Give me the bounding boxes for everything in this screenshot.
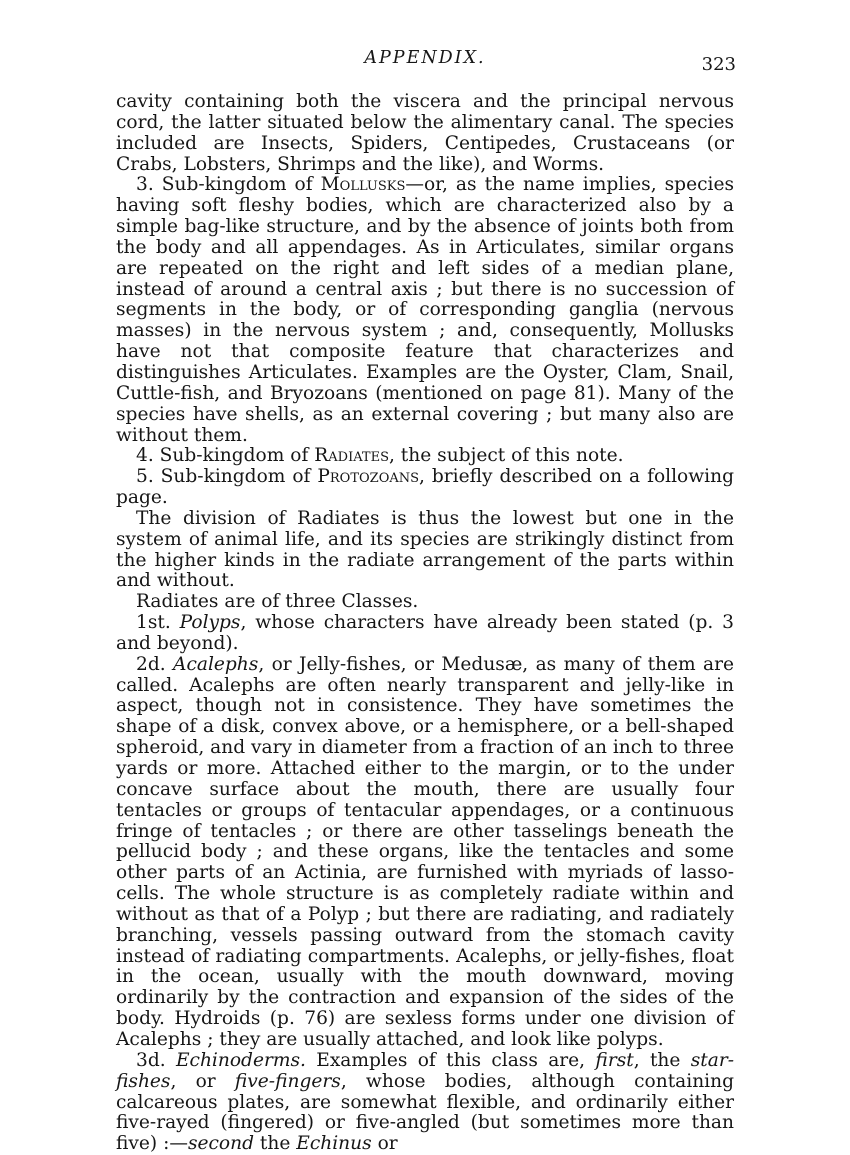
paragraph [116,613,734,655]
paragraph [116,446,734,467]
body-text [116,92,734,1155]
paragraph [116,467,734,509]
text-run: Examples of this class are, [305,1049,596,1071]
italic-term: Polyps [179,612,241,634]
paragraph [116,655,734,1051]
italic-term: Echinoderms. [175,1049,306,1071]
text-run: cavity containing both the viscera and the principal nervous cord, the latter situated below the alimentary canal. The species included are Insects, Spiders, Centipedes, Crustaceans (or Crabs, Lobsters, Shrimps and the like), and Worms. [116,91,734,175]
text-run: Radiates are of three Classes. [136,591,419,613]
text-run: 2d. [136,653,174,675]
running-title: APPENDIX. [364,48,486,68]
small-caps-term: Radiates [314,445,389,467]
italic-term: Echinus [296,1133,372,1155]
small-caps-term: Mollusks [320,174,406,196]
text-run: The division of Radiates is thus the lowest but one in the system of animal life, and its species are strikingly distinct from the higher kinds in the radiate arrangement of the parts within and without. [116,507,734,592]
italic-term: first [595,1049,634,1071]
text-run: , the subject of this note. [388,445,624,467]
paragraph [116,175,734,446]
text-run: 5. Sub-kingdom of [136,466,318,488]
paragraph [116,592,734,613]
text-run: or [371,1133,398,1155]
italic-term: star-fishes [116,1049,734,1092]
text-run: , whose bodies, although containing calcareous plates, are somewhat flexible, and ordinarily either five-rayed (fingered) or five-angled (but sometimes more than five) :— [116,1070,734,1155]
text-run: 1st. [136,612,180,634]
paragraph [116,509,734,592]
page-number: 323 [701,54,736,75]
text-run: , the [633,1049,691,1071]
text-run: , or [170,1070,235,1092]
paragraph [116,92,734,175]
running-header [116,48,734,92]
text-run: 3d. [136,1049,176,1071]
text-run: , or Jelly-fishes, or Medusæ, as many of them are called. Acalephs are often nearly transparent and jelly-like in aspect, though not in consistence. They have sometimes the shape of a disk, convex above, or a hemisphere, or a bell-shaped spheroid, and vary in diameter from a fraction of an inch to three yards or more. Attached either to the margin, or to the under concave surface about the mouth, there are usually four tentacles or groups of tentacular appendages, or a continuous fringe of tentacles ; or there are other tasselings beneath the pellucid body ; and these organs, like the tentacles and some other parts of an Actinia, are furnished with myriads of lasso-cells. The whole structure is as completely radiate within and without as that of a Polyp ; but there are radiating, and radiately branching, vessels passing outward from the stomach cavity instead of radiating compartments. Acalephs, or jelly-fishes, float in the ocean, usually with the mouth downward, moving ordinarily by the contraction and expansion of the sides of the body. Hydroids (p. 76) are sexless forms under one division of Acalephs ; they are usually attached, and look like polyps. [116,653,734,1050]
italic-term: Acalephs [173,653,259,675]
text-run: , whose characters have already been stated (p. 3 and beyond). [116,612,734,654]
text-run: , briefly described on a following page. [116,466,734,509]
text-run: 3. Sub-kingdom of [136,174,321,196]
italic-term: five-fingers [234,1070,341,1092]
small-caps-term: Protozoans [317,466,420,488]
text-run: 4. Sub-kingdom of [136,445,315,467]
paragraph [116,1051,734,1155]
book-page [116,48,734,1155]
text-run: —or, as the name implies, species having soft fleshy bodies, which are characterized also by a simple bag-like structure, and by the absence of joints both from the body and all appendages. As in Articulates, similar organs are repeated on the right and left sides of a median plane, instead of around a central axis ; but there is no succession of segments in the body, or of corresponding ganglia (nervous masses) in the nervous system ; and, consequently, Mollusks have not that composite feature that characterizes and distinguishes Articulates. Examples are the Oyster, Clam, Snail, Cuttle-fish, and Bryozoans (mentioned on page 81). Many of the species have shells, as an external covering ; but many also are without them. [116,174,734,446]
italic-term: second [187,1133,254,1155]
text-run: the [253,1133,297,1155]
